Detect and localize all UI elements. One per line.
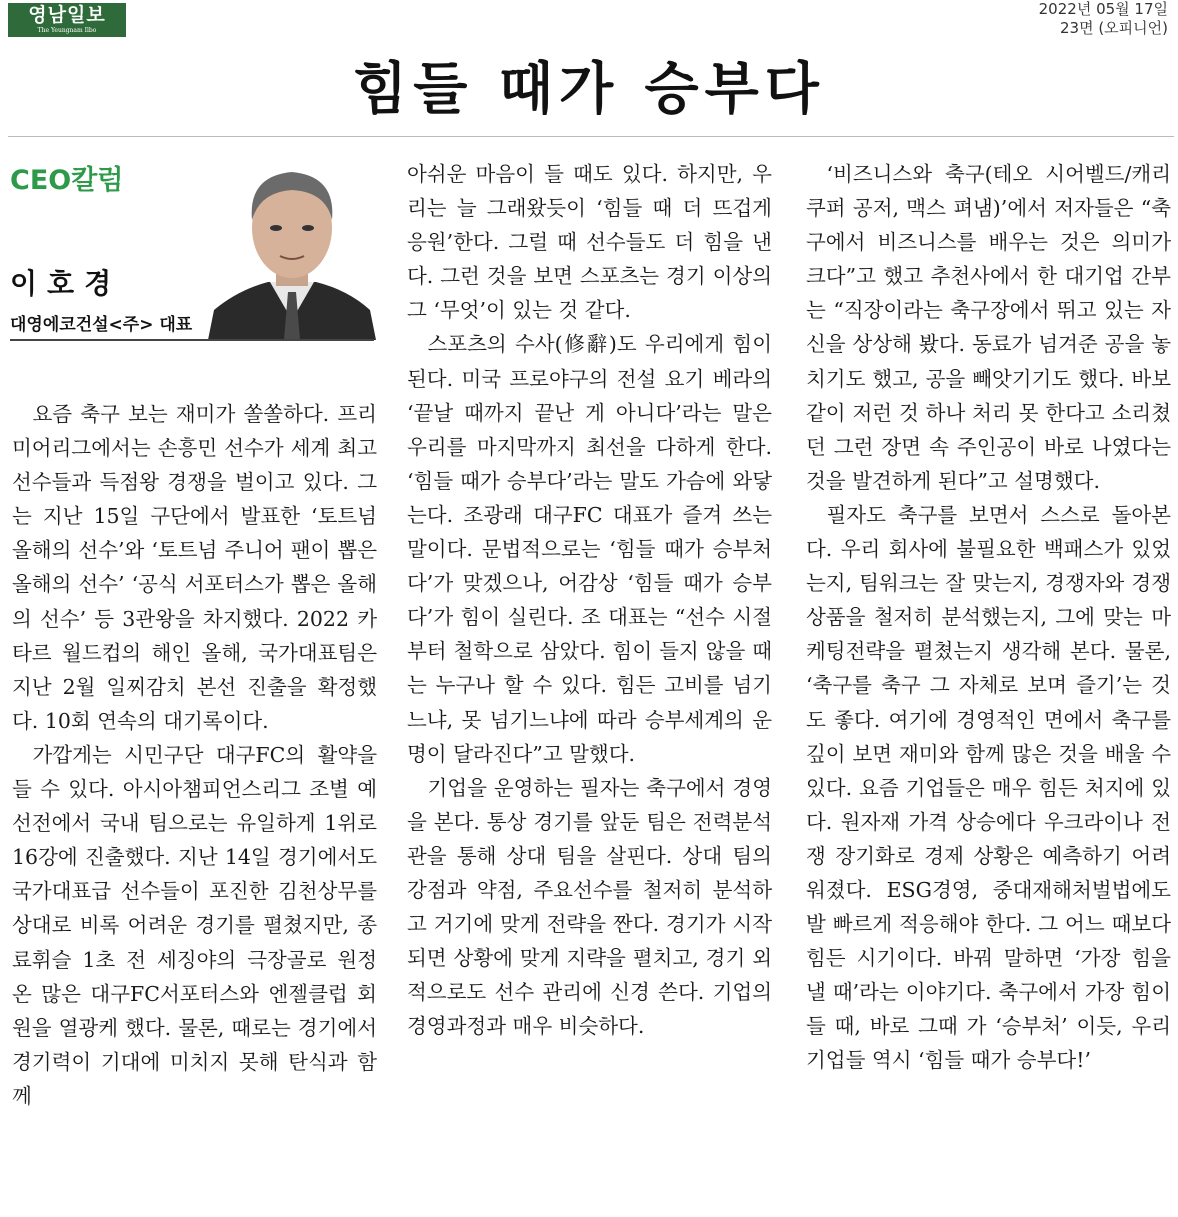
article-column-1 <box>12 397 377 1113</box>
page-section: 23면 (오피니언) <box>1059 19 1168 37</box>
publication-date: 2022년 05월 17일 <box>1038 0 1168 18</box>
logo-subtitle: The Yeungnam Ilbo <box>37 27 97 34</box>
paragraph: 스포츠의 수사(修辭)도 우리에게 힘이 된다. 미국 프로야구의 전설 요기 베라의 ‘끝날 때까지 끝난 게 아니다’라는 말은 우리를 마지막까지 최선을 다하게 한다. ‘힘들 때가 승부다’라는 말도 가슴에 와닿는다. 조광래 대구FC 대표가 즐겨 쓰는 말이다. 문법적으로는 ‘힘들 때가 승부처다’가 맞겠으나, 어감상 ‘힘들 때가 승부다’가 힘이 실린다. 조 대표는 “선수 시절부터 철학으로 삼았다. 힘이 들지 않을 때는 누구나 할 수 있다. 힘든 고비를 넘기느냐, 못 넘기느냐에 따라 승부세계의 운명이 달라진다”고 말했다. <box>407 332 772 766</box>
paragraph: 필자도 축구를 보면서 스스로 돌아본다. 우리 회사에 불필요한 백패스가 있었는지, 팀워크는 잘 맞는지, 경쟁자와 경쟁상품을 철저히 분석했는지, 그에 맞는 마케팅전략을 펼쳤는지 생각해 본다. 물론, ‘축구를 축구 그 자체로 보며 즐기’는 것도 좋다. 여기에 경영적인 면에서 축구를 깊이 보면 재미와 함께 많은 것을 배울 수 있다. 요즘 기업들은 매우 힘든 처지에 있다. 원자재 가격 상승에다 우크라이나 전쟁 장기화로 경제 상황은 예측하기 어려워졌다. ESG경영, 중대재해처벌법에도 발 빠르게 적응해야 한다. 그 어느 때보다 힘든 시기이다. 바꿔 말하면 ‘가장 힘을 낼 때’라는 이야기다. 축구에서 가장 힘이 들 때, 바로 그때 가 ‘승부처’ 이듯, 우리 기업들 역시 ‘힘들 때가 승부다!’ <box>806 502 1171 1073</box>
article-title: 힘들 때가 승부다 <box>353 57 825 122</box>
newspaper-logo <box>8 3 126 37</box>
article-column-2 <box>407 157 772 1043</box>
paragraph: 요즘 축구 보는 재미가 쏠쏠하다. 프리미어리그에서는 손흥민 선수가 세계 최고 선수들과 득점왕 경쟁을 벌이고 있다. 그는 지난 15일 구단에서 발표한 ‘토트넘 올해의 선수’와 ‘토트넘 주니어 팬이 뽑은 올해의 선수’ ‘공식 서포터스가 뽑은 올해의 선수’ 등 3관왕을 차지했다. 2022 카타르 월드컵의 해인 올해, 국가대표팀은 지난 2월 일찌감치 본선 진출을 확정했다. 10회 연속의 대기록이다. <box>12 402 377 733</box>
logo-name: 영남일보 <box>28 4 106 26</box>
paragraph: 아쉬운 마음이 들 때도 있다. 하지만, 우리는 늘 그래왔듯이 ‘힘들 때 더 뜨겁게 응원’한다. 그럴 때 선수들도 더 힘을 낸다. 그런 것을 보면 스포츠는 경기 이상의 그 ‘무엇’이 있는 것 같다. <box>407 162 772 323</box>
author-divider <box>10 339 374 341</box>
author-name: 이호경 <box>10 267 122 300</box>
article-column-3 <box>806 157 1171 1078</box>
column-label: CEO칼럼 <box>10 165 124 196</box>
paragraph: 기업을 운영하는 필자는 축구에서 경영을 본다. 통상 경기를 앞둔 팀은 전력분석관을 통해 상대 팀을 살핀다. 상대 팀의 강점과 약점, 주요선수를 철저히 분석하고 거기에 맞게 전략을 짠다. 경기가 시작되면 상황에 맞게 지략을 펼치고, 경기 외적으로도 선수 관리에 신경 쓴다. 기업의 경영과정과 매우 비슷하다. <box>407 775 772 1039</box>
paragraph: ‘비즈니스와 축구(테오 시어벨드/캐리 쿠퍼 공저, 맥스 펴냄)’에서 저자들은 “축구에서 비즈니스를 배우는 것은 의미가 크다”고 했고 추천사에서 한 대기업 간부는 “직장이라는 축구장에서 뛰고 있는 자신을 상상해 봤다. 동료가 넘겨준 공을 놓치기도 했고, 공을 빼앗기기도 했다. 바보같이 저런 것 하나 처리 못 한다고 소리쳤던 그런 장면 속 주인공이 바로 나였다는 것을 발견하게 된다”고 설명했다. <box>806 162 1171 493</box>
title-divider <box>8 136 1174 137</box>
publication-info <box>1039 0 1168 38</box>
paragraph: 가깝게는 시민구단 대구FC의 활약을 들 수 있다. 아시아챔피언스리그 조별 예선전에서 국내 팀으로는 유일하게 1위로 16강에 진출했다. 지난 14일 경기에서도 국가대표급 선수들이 포진한 김천상무를 상대로 비록 어려운 경기를 펼쳤지만, 종료휘슬 1초 전 세징야의 극장골로 원정 온 많은 대구FC서포터스와 엔젤클럽 회원을 열광케 했다. 물론, 때로는 경기에서 경기력이 기대에 미치지 못해 탄식과 함께 <box>12 742 377 1108</box>
author-portrait <box>208 150 376 340</box>
author-title: 대영에코건설<주> 대표 <box>10 315 193 335</box>
